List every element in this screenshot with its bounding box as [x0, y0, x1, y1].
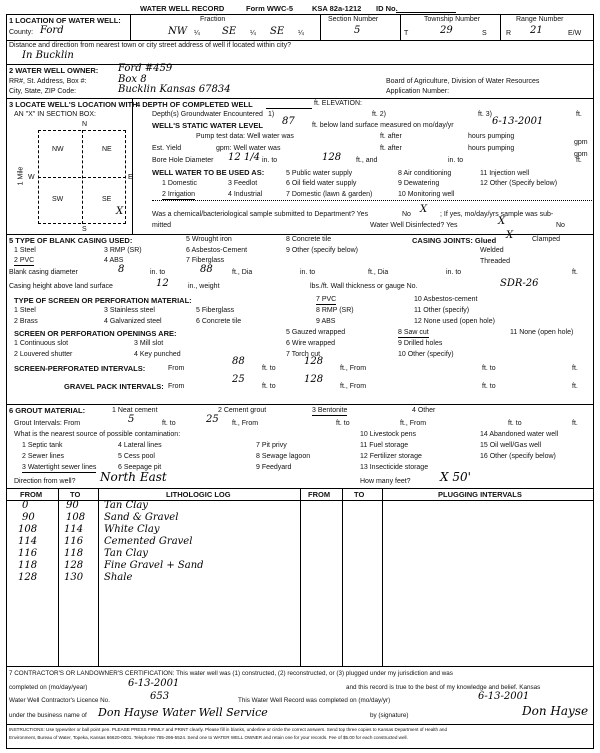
- bore-label: Bore Hole Diameter: [152, 157, 214, 164]
- table-row[interactable]: 108: [18, 524, 38, 535]
- use-industrial[interactable]: 4 Industrial: [228, 191, 263, 198]
- src-sewer[interactable]: 2 Sewer lines: [22, 453, 65, 460]
- gw-ft: ft.: [576, 111, 582, 118]
- county-label: County:: [9, 29, 34, 36]
- section3-label: 3 LOCATE WELL'S LOCATION WITH: [9, 100, 138, 109]
- cert-signature-label: by (signature): [370, 712, 409, 719]
- plug-header: PLUGGING INTERVALS: [438, 490, 522, 499]
- instructions-line1: INSTRUCTIONS: Use typewriter or ball point pen. PLEASE PRESS FIRMLY and PRINT clearly. Please fill in blanks, underline or circle the correct answers. Send top three copies to Kansas Department of Health and: [9, 727, 448, 732]
- gw-2: ft. 2): [372, 111, 387, 118]
- use-irrigation[interactable]: 2 Irrigation: [162, 191, 196, 198]
- src-cess[interactable]: 5 Cess pool: [118, 453, 155, 460]
- table-row[interactable]: 108: [66, 512, 86, 523]
- use-feedlot[interactable]: 3 Feedlot: [228, 180, 258, 187]
- screen-galvanized[interactable]: 4 Galvanized steel: [104, 318, 162, 325]
- casing-ft-dia: ft., Dia: [232, 269, 253, 276]
- openings-label: SCREEN OR PERFORATION OPENINGS ARE:: [14, 329, 177, 338]
- casing-height[interactable]: 12: [156, 278, 169, 289]
- casing-diam[interactable]: 8: [118, 264, 125, 275]
- mile-label: 1 Mile: [17, 166, 25, 186]
- section5-label: 5 TYPE OF BLANK CASING USED:: [9, 236, 133, 245]
- cert-business-label: under the business name of: [9, 712, 87, 719]
- src-lagoon[interactable]: 8 Sewage lagoon: [256, 453, 311, 460]
- casing-ft-dia2: ft., Dia: [368, 269, 389, 276]
- application-label: Application Number:: [386, 88, 450, 95]
- grout-ft: ft.: [572, 420, 578, 427]
- sp-to-value[interactable]: 128: [304, 356, 324, 367]
- cert-true: and this record is true to the best of my knowledge and belief. Kansas: [346, 684, 541, 691]
- grout-bentonite[interactable]: 3 Bentonite: [312, 407, 348, 414]
- sp-ft-to: ft. to: [262, 365, 276, 372]
- src-insecticide[interactable]: 13 Insecticide storage: [360, 464, 429, 471]
- table-row[interactable]: 128: [64, 560, 84, 571]
- cert-licence-label: Water Well Contractor's Licence No.: [9, 697, 110, 704]
- grout-ft-to2: ft. to: [336, 420, 350, 427]
- gw-1: 1): [268, 111, 275, 118]
- board-label: Board of Agriculture, Division of Water Resources: [386, 78, 540, 85]
- cert-date[interactable]: 6-13-2001: [128, 678, 180, 689]
- grout-cement[interactable]: 2 Cement grout: [218, 407, 267, 414]
- casing-concrete[interactable]: 8 Concrete tile: [286, 236, 332, 243]
- id-label: ID No.: [376, 4, 398, 13]
- casing-diam-label: Blank casing diameter: [9, 269, 78, 276]
- cert-business[interactable]: Don Hayse Water Well Service: [98, 706, 268, 719]
- open-none[interactable]: 11 None (open hole): [510, 329, 574, 336]
- gp-ft: ft.: [572, 383, 578, 390]
- casing-asbestos[interactable]: 6 Asbestos-Cement: [186, 247, 248, 254]
- gpm-2: gpm: [574, 151, 588, 158]
- owner-value[interactable]: Ford #459: [118, 63, 173, 74]
- casing-wrought[interactable]: 5 Wrought iron: [186, 236, 232, 243]
- static-level-label: WELL'S STATIC WATER LEVEL: [152, 121, 263, 130]
- city-value[interactable]: Bucklin Kansas 67834: [118, 84, 231, 95]
- screen-stainless[interactable]: 3 Stainless steel: [104, 307, 155, 314]
- sp-from-value[interactable]: 88: [232, 356, 245, 367]
- screen-other[interactable]: 11 Other (specify): [414, 307, 470, 314]
- screen-steel[interactable]: 1 Steel: [14, 307, 36, 314]
- instructions-line2: Environment, Bureau of Water, Topeka, Kansas 66620-0001. Telephone 785-296-5524. Send one to WATER WELL OWNER and retain one for your records. Fee of $5.00 for each constructed well.: [9, 735, 408, 740]
- casing-gauge[interactable]: SDR-26: [500, 278, 539, 289]
- static-date[interactable]: 6-13-2001: [492, 116, 544, 127]
- use-other[interactable]: 12 Other (Specify below): [480, 180, 558, 187]
- joints-welded[interactable]: Welded: [480, 247, 504, 254]
- cert-signature[interactable]: Don Hayse: [522, 704, 589, 718]
- township-number[interactable]: 29: [440, 25, 453, 36]
- src-privy[interactable]: 7 Pit privy: [256, 442, 287, 449]
- fraction-1[interactable]: NW: [168, 26, 188, 37]
- screen-asbestos[interactable]: 10 Asbestos-cement: [414, 296, 478, 303]
- use-injection[interactable]: 11 Injection well: [480, 170, 530, 177]
- open-gauzed[interactable]: 5 Gauzed wrapped: [286, 329, 346, 336]
- compass-n: N: [82, 121, 88, 128]
- gw-3: ft. 3): [478, 111, 493, 118]
- gp-to-value[interactable]: 128: [304, 374, 324, 385]
- open-mill[interactable]: 3 Mill slot: [134, 340, 164, 347]
- joints-label: CASING JOINTS: Glued: [412, 236, 497, 245]
- open-torch[interactable]: 7 Torch cut: [286, 351, 321, 358]
- form-title: WATER WELL RECORD: [140, 4, 225, 13]
- table-row[interactable]: Shale: [104, 572, 133, 583]
- howmany-label: How many feet?: [360, 478, 411, 485]
- range-ew: E/W: [568, 30, 582, 37]
- bore-diameter[interactable]: 12 1/4: [228, 152, 260, 163]
- table-row[interactable]: 114: [18, 536, 38, 547]
- table-row[interactable]: Tan Clay: [104, 548, 148, 559]
- casing-fiberglass[interactable]: 7 Fiberglass: [186, 257, 225, 264]
- yield-label: Est. Yield: [152, 145, 182, 152]
- disinfected-label: Water Well Disinfected? Yes: [370, 222, 458, 229]
- section6-label: 6 GROUT MATERIAL:: [9, 406, 86, 415]
- grout-to[interactable]: 25: [206, 414, 219, 425]
- quarter-mark: ¼: [250, 30, 256, 37]
- cert-record-label: This Water Well Record was completed on (mo/day/yr): [238, 697, 391, 704]
- screen-concrete[interactable]: 6 Concrete tile: [196, 318, 242, 325]
- table-row[interactable]: 118: [18, 560, 38, 571]
- cert-licence[interactable]: 653: [150, 691, 170, 702]
- grout-ft-to: ft. to: [162, 420, 176, 427]
- open-saw[interactable]: 8 Saw cut: [398, 329, 429, 336]
- open-wire[interactable]: 6 Wire wrapped: [286, 340, 336, 347]
- plug-to-header: TO: [354, 490, 365, 499]
- log-to-header: TO: [70, 490, 81, 499]
- bore-depth[interactable]: 128: [322, 152, 342, 163]
- use-domestic[interactable]: 1 Domestic: [162, 180, 198, 187]
- contamination-label: What is the nearest source of possible contamination:: [14, 431, 181, 438]
- static-after: ft. below land surface measured on mo/day/yr: [312, 122, 454, 129]
- use-dewatering[interactable]: 9 Dewatering: [398, 180, 440, 187]
- township-t: T: [404, 30, 409, 37]
- direction-value[interactable]: North East: [100, 470, 167, 484]
- screen-none[interactable]: 12 None used (open hole): [414, 318, 495, 325]
- county-value[interactable]: Ford: [40, 25, 64, 36]
- grout-neat[interactable]: 1 Neat cement: [112, 407, 158, 414]
- fraction-3[interactable]: SE: [270, 26, 285, 37]
- sp-from: From: [168, 365, 185, 372]
- table-row[interactable]: Tan Clay: [104, 500, 148, 511]
- grout-ft-to3: ft. to: [508, 420, 522, 427]
- quarter-mark: ¼: [298, 30, 304, 37]
- table-row[interactable]: 114: [64, 524, 84, 535]
- pump-test-label: Pump test data: Well water was: [196, 133, 294, 140]
- pump-hours: hours pumping: [468, 133, 515, 140]
- casing-depth[interactable]: 88: [200, 264, 213, 275]
- ksa-ref: KSA 82a-1212: [312, 4, 362, 13]
- section-number[interactable]: 5: [354, 25, 361, 36]
- gp-from-value[interactable]: 25: [232, 374, 245, 385]
- use-ac[interactable]: 8 Air conditioning: [398, 170, 452, 177]
- casing-in-to3: in. to: [446, 269, 462, 276]
- compass-w: W: [28, 174, 35, 181]
- bore-in-to2: in. to: [448, 157, 464, 164]
- table-row[interactable]: Fine Gravel + Sand: [104, 560, 204, 571]
- fraction-label: Fraction: [200, 16, 226, 23]
- chem-tail: ; If yes, mo/day/yrs sample was sub-: [440, 211, 554, 218]
- grout-ft-from2: ft., From: [400, 420, 427, 427]
- src-feedyard[interactable]: 9 Feedyard: [256, 464, 292, 471]
- use-monitoring[interactable]: 10 Monitoring well: [398, 191, 455, 198]
- plug-from-header: FROM: [308, 490, 331, 499]
- range-label: Range Number: [516, 16, 564, 23]
- section2-label: 2 WATER WELL OWNER:: [9, 66, 99, 75]
- table-row[interactable]: 0: [22, 500, 29, 511]
- use-lawn[interactable]: 7 Domestic (lawn & garden): [286, 191, 373, 198]
- src-septic[interactable]: 1 Septic tank: [22, 442, 63, 449]
- src-abandoned[interactable]: 14 Abandoned water well: [480, 431, 559, 438]
- fraction-2[interactable]: SE: [222, 26, 237, 37]
- yield-after: ft. after: [380, 145, 402, 152]
- township-label: Township Number: [424, 16, 481, 23]
- quarter-mark: ¼: [194, 30, 200, 37]
- casing-height-label: Casing height above land surface: [9, 283, 113, 290]
- table-row[interactable]: 116: [64, 536, 84, 547]
- table-row[interactable]: 118: [64, 548, 84, 559]
- chem-label: Was a chemical/bacteriological sample submitted to Department? Yes: [152, 211, 369, 218]
- bore-and: ft., and: [356, 157, 378, 164]
- casing-weight: in., weight: [188, 283, 220, 290]
- src-other[interactable]: 16 Other (specify below): [480, 453, 556, 460]
- screen-intervals-label: SCREEN-PERFORATED INTERVALS:: [14, 364, 146, 373]
- casing-in-to: in. to: [150, 269, 166, 276]
- open-continuous[interactable]: 1 Continuous slot: [14, 340, 69, 347]
- grout-other[interactable]: 4 Other: [412, 407, 436, 414]
- open-drilled[interactable]: 9 Drilled holes: [398, 340, 443, 347]
- table-row[interactable]: Sand & Gravel: [104, 512, 179, 523]
- open-other[interactable]: 10 Other (specify): [398, 351, 454, 358]
- casing-lbs: lbs./ft. Wall thickness or gauge No.: [310, 283, 418, 290]
- open-key[interactable]: 4 Key punched: [134, 351, 181, 358]
- screen-abs[interactable]: 9 ABS: [316, 318, 336, 325]
- table-row[interactable]: 116: [18, 548, 38, 559]
- section3-sub: AN "X" IN SECTION BOX:: [14, 111, 96, 118]
- screen-fiberglass[interactable]: 5 Fiberglass: [196, 307, 235, 314]
- casing-steel[interactable]: 1 Steel: [14, 247, 36, 254]
- grid-sw: SW: [52, 196, 64, 203]
- direction-label: Direction from well?: [14, 478, 76, 485]
- sp-ft: ft.: [572, 365, 578, 372]
- gp-from: From: [168, 383, 185, 390]
- address-value[interactable]: Box 8: [118, 74, 147, 85]
- gp-ft-to2: ft. to: [482, 383, 496, 390]
- gpm: gpm: [574, 139, 588, 146]
- form-number: Form WWC-5: [246, 4, 294, 13]
- township-s: S: [482, 30, 487, 37]
- grout-from[interactable]: 5: [128, 414, 135, 425]
- use-oilfield[interactable]: 6 Oil field water supply: [286, 180, 357, 187]
- use-label: WELL WATER TO BE USED AS:: [152, 168, 265, 177]
- table-row[interactable]: 130: [64, 572, 84, 583]
- open-louvered[interactable]: 2 Louvered shutter: [14, 351, 73, 358]
- disinfected-no: No: [556, 222, 565, 229]
- gp-ft-from: ft., From: [340, 383, 367, 390]
- screen-pvc[interactable]: 7 PVC: [316, 296, 337, 303]
- src-livestock[interactable]: 10 Livestock pens: [360, 431, 417, 438]
- section4-label: 4 DEPTH OF COMPLETED WELL: [136, 100, 253, 109]
- grout-ft-from: ft., From: [232, 420, 259, 427]
- table-row[interactable]: White Clay: [104, 524, 160, 535]
- cert-line1: 7 CONTRACTOR'S OR LANDOWNER'S CERTIFICATION: This water well was (1) constructed, (2) reconstructed, or (3) plugged under my jurisdiction and was: [9, 670, 453, 677]
- screen-rmp[interactable]: 8 RMP (SR): [316, 307, 354, 314]
- distance-label: Distance and direction from nearest town or city street address of well if located within city?: [9, 42, 292, 49]
- section1-label: 1 LOCATION OF WATER WELL:: [9, 16, 121, 25]
- elevation-label: ft. ELEVATION:: [314, 100, 362, 107]
- screen-brass[interactable]: 2 Brass: [14, 318, 38, 325]
- distance-value[interactable]: In Bucklin: [22, 50, 74, 61]
- pump-after: ft. after: [380, 133, 402, 140]
- section-number-label: Section Number: [328, 16, 379, 23]
- bore-in-to: in. to: [262, 157, 278, 164]
- src-lateral[interactable]: 4 Lateral lines: [118, 442, 162, 449]
- src-oilgas[interactable]: 15 Oil well/Gas well: [480, 442, 542, 449]
- gravel-intervals-label: GRAVEL PACK INTERVALS:: [64, 382, 164, 391]
- table-row[interactable]: 90: [66, 500, 79, 511]
- compass-s: S: [82, 226, 87, 233]
- bore-ft: ft.: [576, 157, 582, 164]
- range-r: R: [506, 30, 512, 37]
- table-row[interactable]: Cemented Gravel: [104, 536, 193, 547]
- address-label: RR#, St. Address, Box #:: [9, 78, 87, 85]
- disinfected-x[interactable]: X: [498, 216, 506, 227]
- casing-rmp[interactable]: 3 RMP (SR): [104, 247, 142, 254]
- grid-se: SE: [102, 196, 112, 203]
- grid-ne: NE: [102, 146, 112, 153]
- sp-ft-to2: ft. to: [482, 365, 496, 372]
- howmany-value[interactable]: X 50': [440, 470, 471, 484]
- casing-pvc[interactable]: 2 PVC: [14, 257, 35, 264]
- chem-mitted: mitted: [152, 222, 172, 229]
- joints-x[interactable]: X: [506, 230, 514, 241]
- src-fuel[interactable]: 11 Fuel storage: [360, 442, 409, 449]
- log-desc-header: LITHOLOGIC LOG: [166, 490, 231, 499]
- casing-abs[interactable]: 4 ABS: [104, 257, 124, 264]
- grout-int-label: Grout Intervals: From: [14, 420, 81, 427]
- table-row[interactable]: 128: [18, 572, 38, 583]
- table-row[interactable]: 90: [22, 512, 35, 523]
- yield-gpm: gpm: Well water was: [216, 145, 281, 152]
- casing-in-to2: in. to: [300, 269, 316, 276]
- grid-mark: X: [116, 206, 124, 217]
- casing-other[interactable]: 9 Other (specify below): [286, 247, 358, 254]
- chem-no: No: [402, 211, 411, 218]
- range-number[interactable]: 21: [530, 25, 543, 36]
- groundwater-label: Depth(s) Groundwater Encountered: [152, 111, 263, 118]
- screen-label: TYPE OF SCREEN OR PERFORATION MATERIAL:: [14, 296, 192, 305]
- cert-date2[interactable]: 6-13-2001: [478, 691, 530, 702]
- chem-x[interactable]: X: [420, 204, 428, 215]
- src-watertight[interactable]: 3 Watertight sewer lines: [22, 464, 97, 471]
- src-seepage[interactable]: 6 Seepage pit: [118, 464, 162, 471]
- src-fertilizer[interactable]: 12 Fertilizer storage: [360, 453, 422, 460]
- cert-completed-label: completed on (mo/day/year): [9, 684, 88, 691]
- yield-hours: hours pumping: [468, 145, 515, 152]
- log-from-header: FROM: [20, 490, 43, 499]
- joints-threaded[interactable]: Threaded: [480, 258, 510, 265]
- joints-clamped[interactable]: Clamped: [532, 236, 561, 243]
- compass-e: E: [128, 174, 133, 181]
- city-label: City, State, ZIP Code:: [9, 88, 77, 95]
- use-public[interactable]: 5 Public water supply: [286, 170, 353, 177]
- gp-ft-to: ft. to: [262, 383, 276, 390]
- grid-nw: NW: [52, 146, 64, 153]
- static-level-value[interactable]: 87: [282, 116, 295, 127]
- sp-ft-from: ft., From: [340, 365, 367, 372]
- casing-ft: ft.: [572, 269, 578, 276]
